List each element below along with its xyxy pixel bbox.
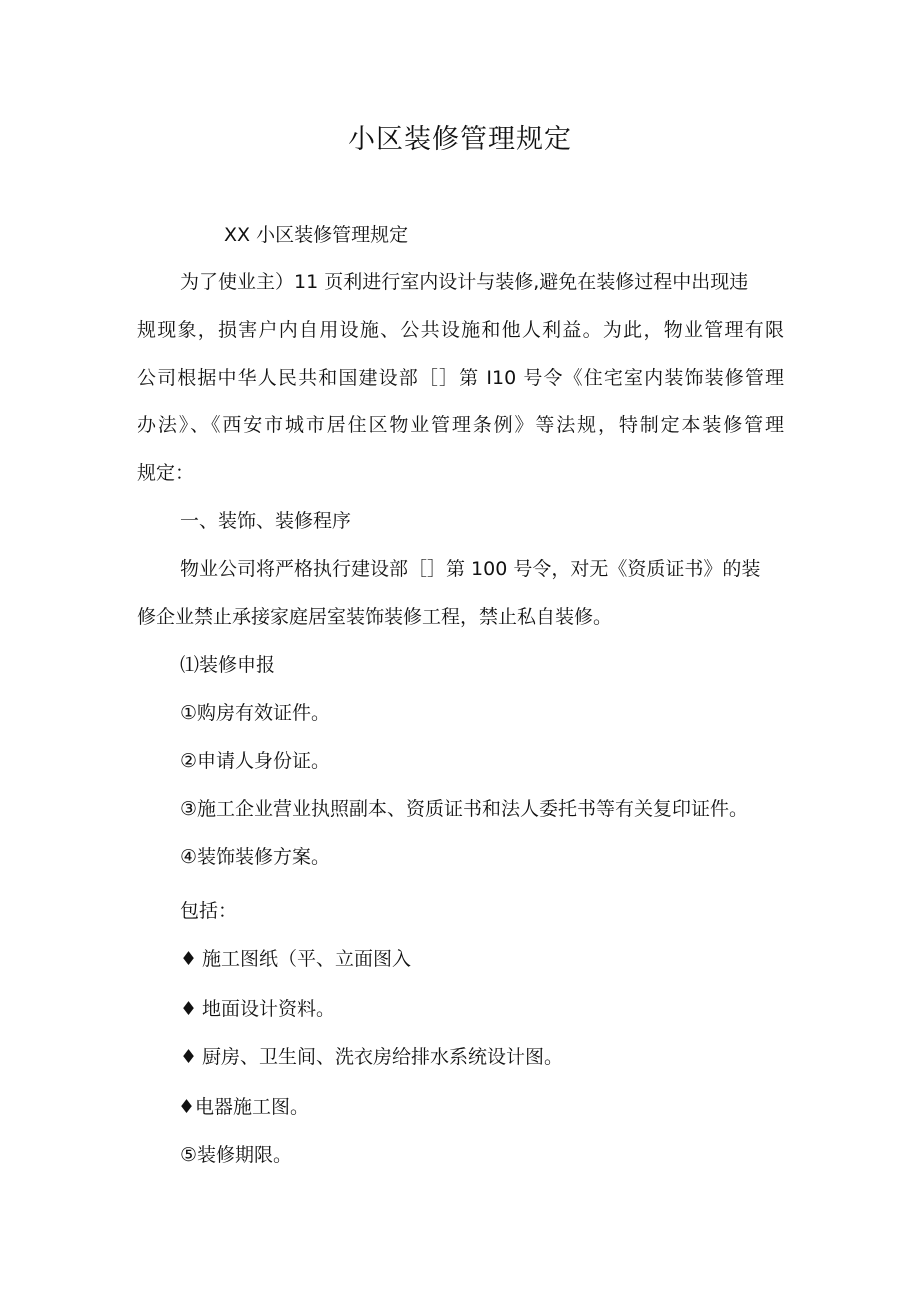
bullet-text: 施工图纸（平、立面图入 — [202, 948, 412, 970]
diamond-bullet-icon: ♦ — [180, 998, 198, 1020]
bullet-text: 厨房、卫生间、洗衣房给排水系统设计图。 — [202, 1046, 564, 1068]
intro-line-4: 办法》、《西安市城市居住区物业管理条例》等法规，特制定本装修管理 — [137, 414, 784, 436]
bullet-item-3 — [180, 1043, 563, 1071]
document-subtitle: XX 小区装修管理规定 — [224, 224, 409, 246]
bullet-item-4: ♦电器施工图。 — [178, 1096, 310, 1118]
section-1-line-2: 修企业禁止承接家庭居室装饰装修工程，禁止私自装修。 — [137, 606, 613, 628]
list-item-4: ④装饰装修方案。 — [180, 846, 331, 868]
list-item-2: ②申请人身份证。 — [180, 750, 331, 772]
intro-line-2: 规现象，损害户内自用设施、公共设施和他人利益。为此，物业管理有限 — [137, 319, 784, 341]
diamond-bullet-icon: ♦ — [180, 948, 198, 970]
bullet-text: 地面设计资料。 — [202, 998, 336, 1020]
list-item-3: ③施工企业营业执照副本、资质证书和法人委托书等有关复印证件。 — [180, 798, 749, 820]
include-label: 包括： — [180, 900, 238, 922]
intro-line-1: 为了使业主）11 页利进行室内设计与装修,避免在装修过程中出现违 — [180, 271, 749, 293]
subsection-heading: ⑴装修申报 — [180, 654, 276, 676]
section-1-line-1: 物业公司将严格执行建设部［］第 100 号令，对无《资质证书》的装 — [180, 558, 761, 580]
section-1-heading: 一、装饰、装修程序 — [180, 510, 352, 532]
list-item-5: ⑤装修期限。 — [180, 1144, 293, 1166]
bullet-item-1 — [180, 945, 411, 973]
diamond-bullet-icon: ♦ — [180, 1046, 198, 1068]
bullet-item-2 — [180, 995, 335, 1023]
document-title: 小区装修管理规定 — [348, 124, 572, 155]
intro-line-3: 公司根据中华人民共和国建设部［］第 I10 号令《住宅室内装饰装修管理 — [137, 367, 784, 389]
list-item-1: ①购房有效证件。 — [180, 702, 331, 724]
intro-line-5: 规定： — [137, 462, 195, 484]
